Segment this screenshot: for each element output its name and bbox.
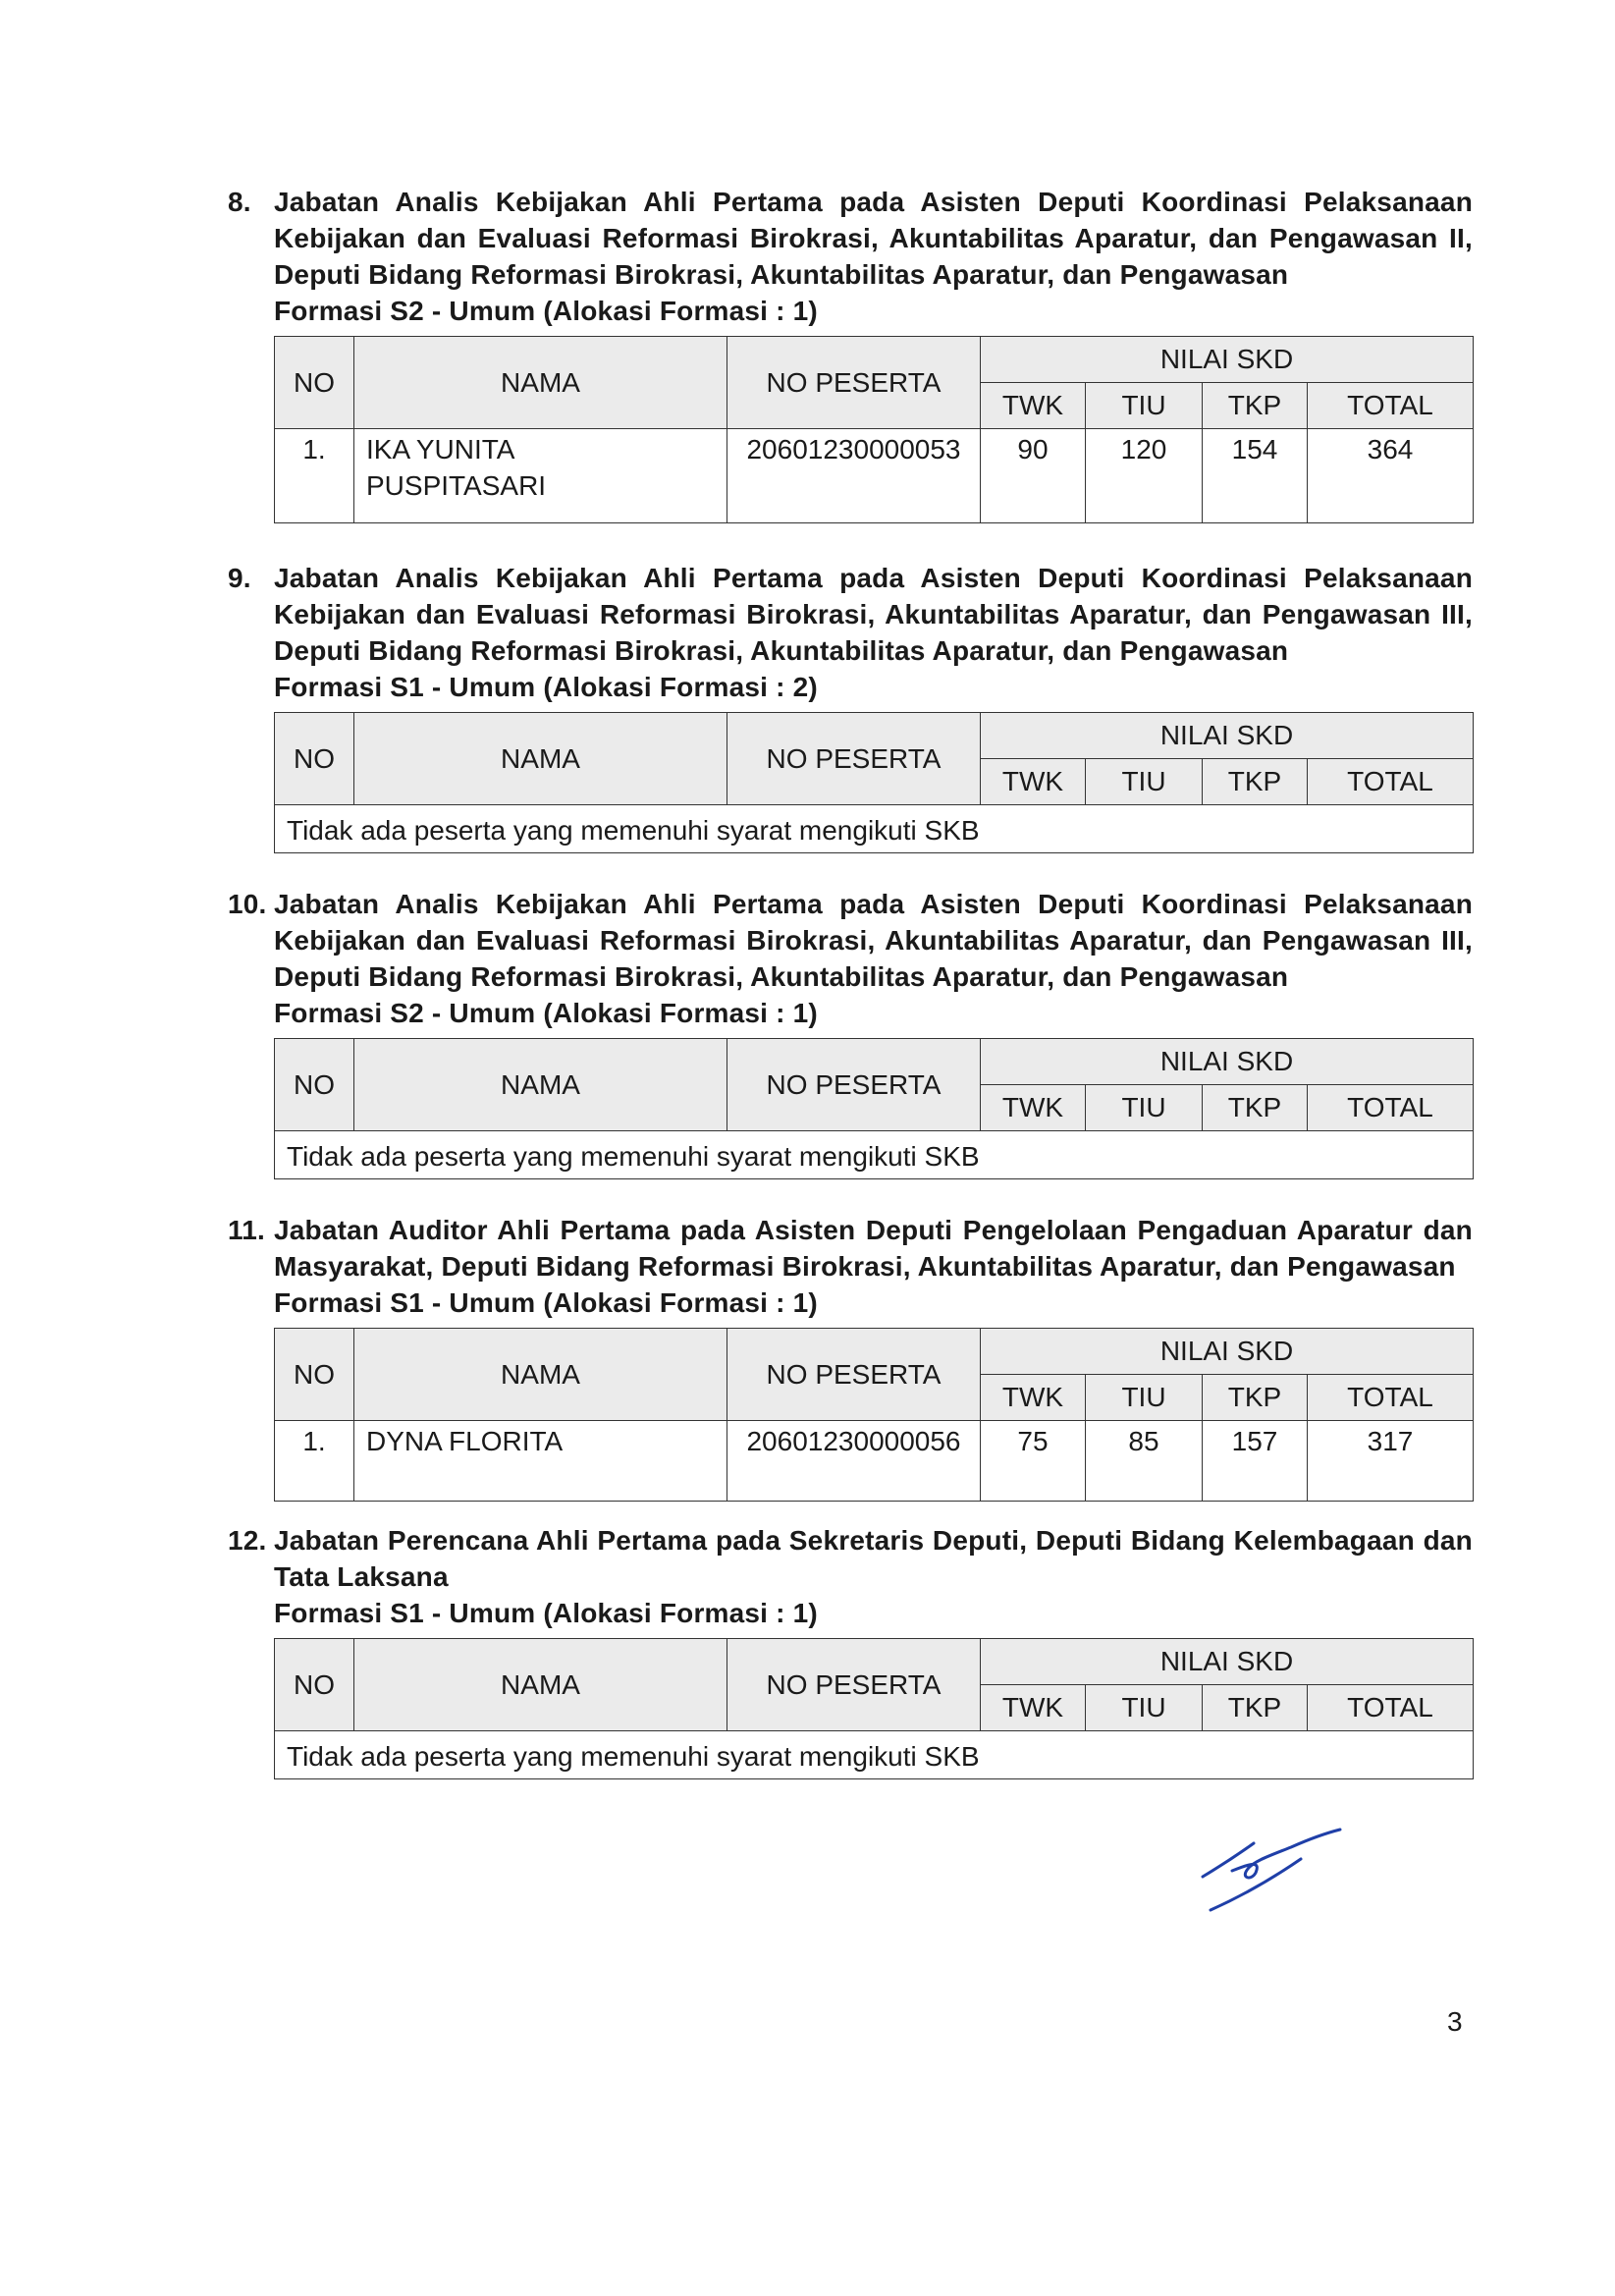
cell-total: 364	[1308, 429, 1474, 523]
header-tiu: TIU	[1086, 759, 1203, 805]
cell-no: 1.	[275, 429, 354, 523]
header-twk: TWK	[981, 759, 1086, 805]
cell-twk: 90	[981, 429, 1086, 523]
section-formasi: Formasi S1 - Umum (Alokasi Formasi : 1)	[274, 1598, 818, 1628]
section-heading	[228, 1212, 1473, 1321]
header-nilai-skd: NILAI SKD	[981, 1329, 1474, 1375]
header-total: TOTAL	[1308, 759, 1474, 805]
table-row-empty	[275, 1131, 1474, 1179]
section-number: 12.	[228, 1525, 267, 1556]
page-number: 3	[1447, 2006, 1463, 2037]
cell-tiu: 120	[1086, 429, 1203, 523]
header-twk: TWK	[981, 383, 1086, 429]
header-twk: TWK	[981, 1375, 1086, 1421]
cell-twk: 75	[981, 1421, 1086, 1502]
header-total: TOTAL	[1308, 1685, 1474, 1731]
section-title: Jabatan Auditor Ahli Pertama pada Asisten Deputi Pengelolaan Pengaduan Aparatur dan Masyarakat, Deputi Bidang Reformasi Birokrasi, Akuntabilitas Aparatur, dan Pengawasan	[274, 1215, 1473, 1282]
table-row	[275, 1421, 1474, 1502]
section-formasi: Formasi S1 - Umum (Alokasi Formasi : 1)	[274, 1287, 818, 1318]
header-nama: NAMA	[354, 337, 727, 429]
cell-total: 317	[1308, 1421, 1474, 1502]
header-nilai-skd: NILAI SKD	[981, 1639, 1474, 1685]
header-nama: NAMA	[354, 1639, 727, 1731]
skd-table	[274, 1328, 1474, 1502]
section-title: Jabatan Analis Kebijakan Ahli Pertama pada Asisten Deputi Koordinasi Pelaksanaan Kebijakan dan Evaluasi Reformasi Birokrasi, Akuntabilitas Aparatur, dan Pengawasan III, Deputi Bidang Reformasi Birokrasi, Akuntabilitas Aparatur, dan Pengawasan	[274, 889, 1473, 992]
header-no: NO	[275, 337, 354, 429]
header-no: NO	[275, 713, 354, 805]
section-heading	[228, 184, 1473, 329]
header-tiu: TIU	[1086, 1085, 1203, 1131]
signature-initials	[1193, 1822, 1350, 1920]
header-total: TOTAL	[1308, 1375, 1474, 1421]
section-formasi: Formasi S1 - Umum (Alokasi Formasi : 2)	[274, 672, 818, 702]
header-no: NO	[275, 1039, 354, 1131]
header-tkp: TKP	[1203, 383, 1308, 429]
section-8	[228, 184, 1473, 523]
section-heading	[228, 560, 1473, 705]
header-twk: TWK	[981, 1085, 1086, 1131]
header-tkp: TKP	[1203, 1085, 1308, 1131]
cell-no-peserta: 20601230000056	[727, 1421, 981, 1502]
section-title: Jabatan Analis Kebijakan Ahli Pertama pada Asisten Deputi Koordinasi Pelaksanaan Kebijakan dan Evaluasi Reformasi Birokrasi, Akuntabilitas Aparatur, dan Pengawasan II, Deputi Bidang Reformasi Birokrasi, Akuntabilitas Aparatur, dan Pengawasan	[274, 187, 1473, 290]
header-total: TOTAL	[1308, 1085, 1474, 1131]
section-formasi: Formasi S2 - Umum (Alokasi Formasi : 1)	[274, 998, 818, 1028]
empty-message: Tidak ada peserta yang memenuhi syarat mengikuti SKB	[275, 805, 1474, 853]
cell-tkp: 157	[1203, 1421, 1308, 1502]
header-tiu: TIU	[1086, 383, 1203, 429]
header-nama: NAMA	[354, 713, 727, 805]
header-tiu: TIU	[1086, 1685, 1203, 1731]
table-row-empty	[275, 805, 1474, 853]
header-nama: NAMA	[354, 1039, 727, 1131]
header-nilai-skd: NILAI SKD	[981, 337, 1474, 383]
section-heading	[228, 1522, 1473, 1631]
section-9	[228, 560, 1473, 853]
cell-tkp: 154	[1203, 429, 1308, 523]
cell-no-peserta: 20601230000053	[727, 429, 981, 523]
header-tkp: TKP	[1203, 1375, 1308, 1421]
section-title: Jabatan Perencana Ahli Pertama pada Sekretaris Deputi, Deputi Bidang Kelembagaan dan Tata Laksana	[274, 1525, 1473, 1592]
header-no-peserta: NO PESERTA	[727, 1039, 981, 1131]
skd-table	[274, 1038, 1474, 1179]
header-nama: NAMA	[354, 1329, 727, 1421]
header-nilai-skd: NILAI SKD	[981, 1039, 1474, 1085]
section-number: 10.	[228, 889, 267, 919]
section-number: 11.	[228, 1215, 265, 1245]
section-12	[228, 1522, 1473, 1779]
empty-message: Tidak ada peserta yang memenuhi syarat mengikuti SKB	[275, 1131, 1474, 1179]
header-tkp: TKP	[1203, 759, 1308, 805]
skd-table	[274, 712, 1474, 853]
header-no: NO	[275, 1329, 354, 1421]
header-no: NO	[275, 1639, 354, 1731]
header-no-peserta: NO PESERTA	[727, 713, 981, 805]
cell-tiu: 85	[1086, 1421, 1203, 1502]
section-number: 8.	[228, 187, 251, 217]
section-11	[228, 1212, 1473, 1502]
cell-nama: DYNA FLORITA	[354, 1421, 727, 1502]
header-tkp: TKP	[1203, 1685, 1308, 1731]
cell-nama: IKA YUNITA PUSPITASARI	[354, 429, 727, 523]
section-number: 9.	[228, 563, 251, 593]
table-row-empty	[275, 1731, 1474, 1779]
header-no-peserta: NO PESERTA	[727, 1639, 981, 1731]
header-twk: TWK	[981, 1685, 1086, 1731]
header-tiu: TIU	[1086, 1375, 1203, 1421]
header-total: TOTAL	[1308, 383, 1474, 429]
header-no-peserta: NO PESERTA	[727, 1329, 981, 1421]
skd-table	[274, 336, 1474, 523]
table-row	[275, 429, 1474, 523]
section-heading	[228, 886, 1473, 1031]
section-title: Jabatan Analis Kebijakan Ahli Pertama pada Asisten Deputi Koordinasi Pelaksanaan Kebijakan dan Evaluasi Reformasi Birokrasi, Akuntabilitas Aparatur, dan Pengawasan III, Deputi Bidang Reformasi Birokrasi, Akuntabilitas Aparatur, dan Pengawasan	[274, 563, 1473, 666]
skd-table	[274, 1638, 1474, 1779]
header-no-peserta: NO PESERTA	[727, 337, 981, 429]
section-formasi: Formasi S2 - Umum (Alokasi Formasi : 1)	[274, 296, 818, 326]
cell-no: 1.	[275, 1421, 354, 1502]
section-10	[228, 886, 1473, 1179]
header-nilai-skd: NILAI SKD	[981, 713, 1474, 759]
empty-message: Tidak ada peserta yang memenuhi syarat mengikuti SKB	[275, 1731, 1474, 1779]
